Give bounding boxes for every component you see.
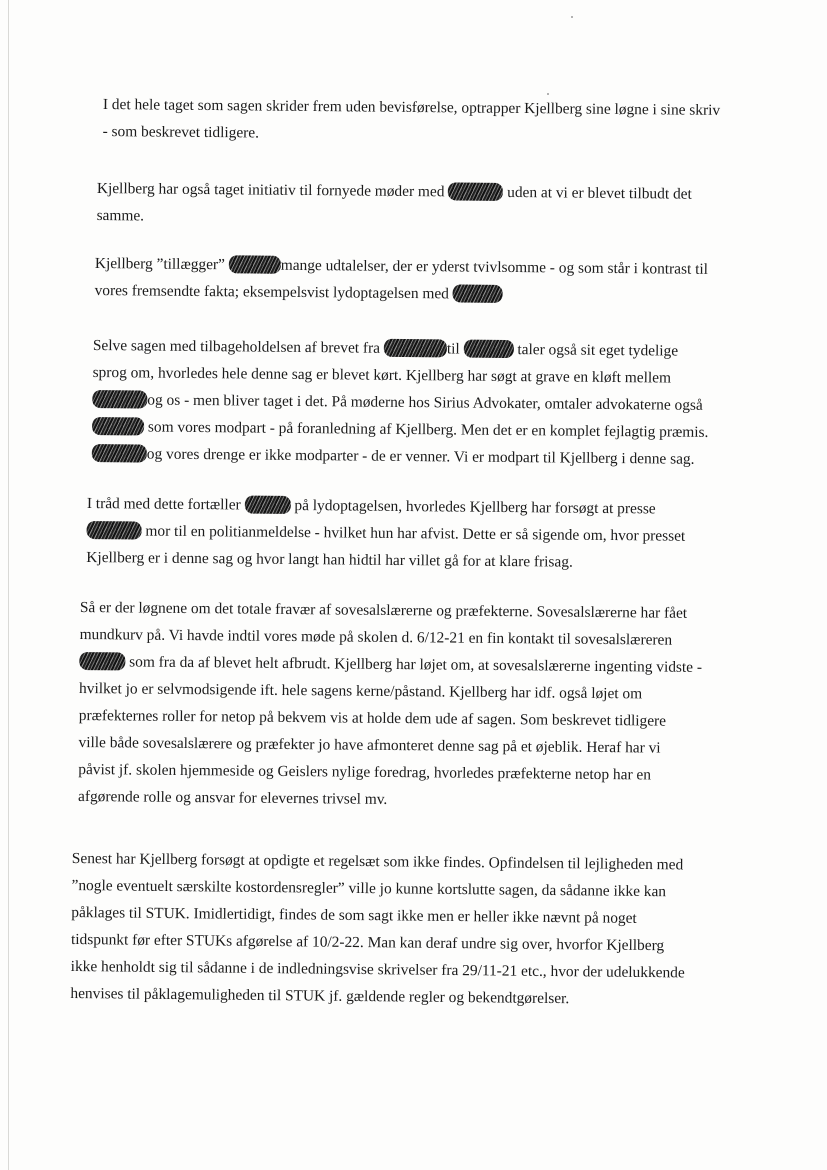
text-line: henvises til påklagemuligheden til STUK jf. gældende regler og bekendtgørelser. bbox=[70, 984, 570, 1008]
redaction-mark bbox=[244, 496, 290, 514]
text-line: tidspunkt før efter STUKs afgørelse af 10/2-22. Man kan deraf undre sig over, hvorfor Kjellberg bbox=[70, 930, 665, 955]
scan-speck bbox=[571, 16, 573, 18]
paragraph-3 bbox=[94, 250, 708, 310]
redaction-mark bbox=[92, 444, 147, 463]
text-line: ikke henholdt sig til sådanne i de indledningsvise skrivelser fra 29/11-21 etc., hvor der udelukkende bbox=[70, 957, 685, 982]
text-line: Kjellberg ”tillægger” mange udtalelser, der er yderst tvivlsomme - og som står i kontrast til bbox=[94, 254, 709, 278]
text-line: I tråd med dette fortæller på lydoptagelsen, hvorledes Kjellberg har forsøgt at presse bbox=[86, 494, 656, 518]
redaction-mark bbox=[448, 182, 503, 201]
text-line: Så er der løgnene om det totale fravær af sovesalslærerne og præfekterne. Sovesalslærerne har fået bbox=[79, 598, 688, 622]
text-line: vores fremsendte fakta; eksempelsvist lydoptagelsen med bbox=[94, 277, 707, 310]
paragraph-6 bbox=[78, 594, 703, 816]
paragraph-2 bbox=[96, 175, 691, 235]
text-line: Kjellberg er i denne sag og hvor langt han hidtil har villet gå for at klare frisag. bbox=[86, 548, 573, 571]
text-line: I det hele taget som sagen skrider frem uden bevisførelse, optrapper Kjellberg sine løgne i sine skriv bbox=[102, 95, 721, 119]
text-line: som fra da af blevet helt afbrudt. Kjellberg har løjet om, at sovesalslærerne ingenting vidste - bbox=[79, 648, 702, 681]
text-line: og vores drenge er ikke modparter - de er venner. Vi er modpart til Kjellberg i denne sag. bbox=[92, 440, 709, 473]
text-line: og os - men bliver taget i det. På møderne hos Sirius Advokater, omtaler advokaterne også bbox=[92, 386, 709, 419]
text-line: hvilket jo er selvmodsigende ift. hele sagens kerne/påstand. Kjellberg har idf. også løjet om bbox=[79, 679, 643, 703]
redaction-mark bbox=[79, 652, 125, 670]
redaction-mark bbox=[92, 417, 144, 435]
text-line: ”nogle eventuelt særskilte kostordensregler” ville jo kunne kortslutte sagen, da sådanne ikke kan bbox=[71, 876, 667, 901]
redaction-mark bbox=[453, 284, 503, 302]
text-line: sprog om, hvorledes hele denne sag er blevet kørt. Kjellberg har søgt at grave en kløft mellem bbox=[92, 363, 672, 387]
redaction-mark bbox=[463, 340, 513, 358]
text-line: mor til en politianmeldelse - hvilket hun har afvist. Dette er så sigende om, hvor presset bbox=[86, 517, 685, 550]
text-line: påklages til STUK. Imidlertidigt, findes de som sagt ikke men er heller ikke nævnt på noget bbox=[71, 903, 637, 927]
redaction-mark bbox=[92, 390, 147, 409]
scan-edge-line bbox=[8, 0, 9, 1170]
text-line: mundkurv på. Vi havde indtil vores møde på skolen d. 6/12-21 en fin kontakt til sovesalslæreren bbox=[79, 625, 673, 649]
text-line: påvist jf. skolen hjemmeside og Geislers nylige foredrag, hvorledes præfekterne netop har en bbox=[78, 760, 652, 784]
text-line: ville både sovesalslærere og præfekter jo have afmonteret denne sag på et øjeblik. Heraf har vi bbox=[78, 733, 661, 757]
redaction-mark bbox=[384, 339, 447, 358]
paragraph-5 bbox=[86, 490, 685, 577]
text-line: - som beskrevet tidligere. bbox=[102, 122, 260, 142]
redaction-mark bbox=[229, 255, 281, 273]
paragraph-1 bbox=[102, 91, 720, 151]
text-line: som vores modpart - på foranledning af Kjellberg. Men det er en komplet fejlagtig præmis. bbox=[92, 413, 709, 446]
text-line: Selve sagen med tilbageholdelsen af brevet fra til taler også sit eget tydelige bbox=[92, 336, 679, 360]
text-line: afgørende rolle og ansvar for elevernes trivsel mv. bbox=[77, 787, 388, 808]
text-line: præfekternes roller for netop på bekvem vis at holde dem ude af sagen. Som beskrevet tidligere bbox=[78, 706, 667, 730]
paragraph-4 bbox=[92, 332, 710, 473]
paragraph-7 bbox=[70, 845, 686, 1013]
redaction-mark bbox=[87, 521, 142, 540]
text-line: Kjellberg har også taget initiativ til fornyede møder med uden at vi er blevet tilbudt det bbox=[96, 179, 692, 203]
text-line: Senest har Kjellberg forsøgt at opdigte et regelsæt som ikke findes. Opfindelsen til lejligheden med bbox=[71, 849, 684, 874]
text-line: samme. bbox=[96, 206, 145, 225]
